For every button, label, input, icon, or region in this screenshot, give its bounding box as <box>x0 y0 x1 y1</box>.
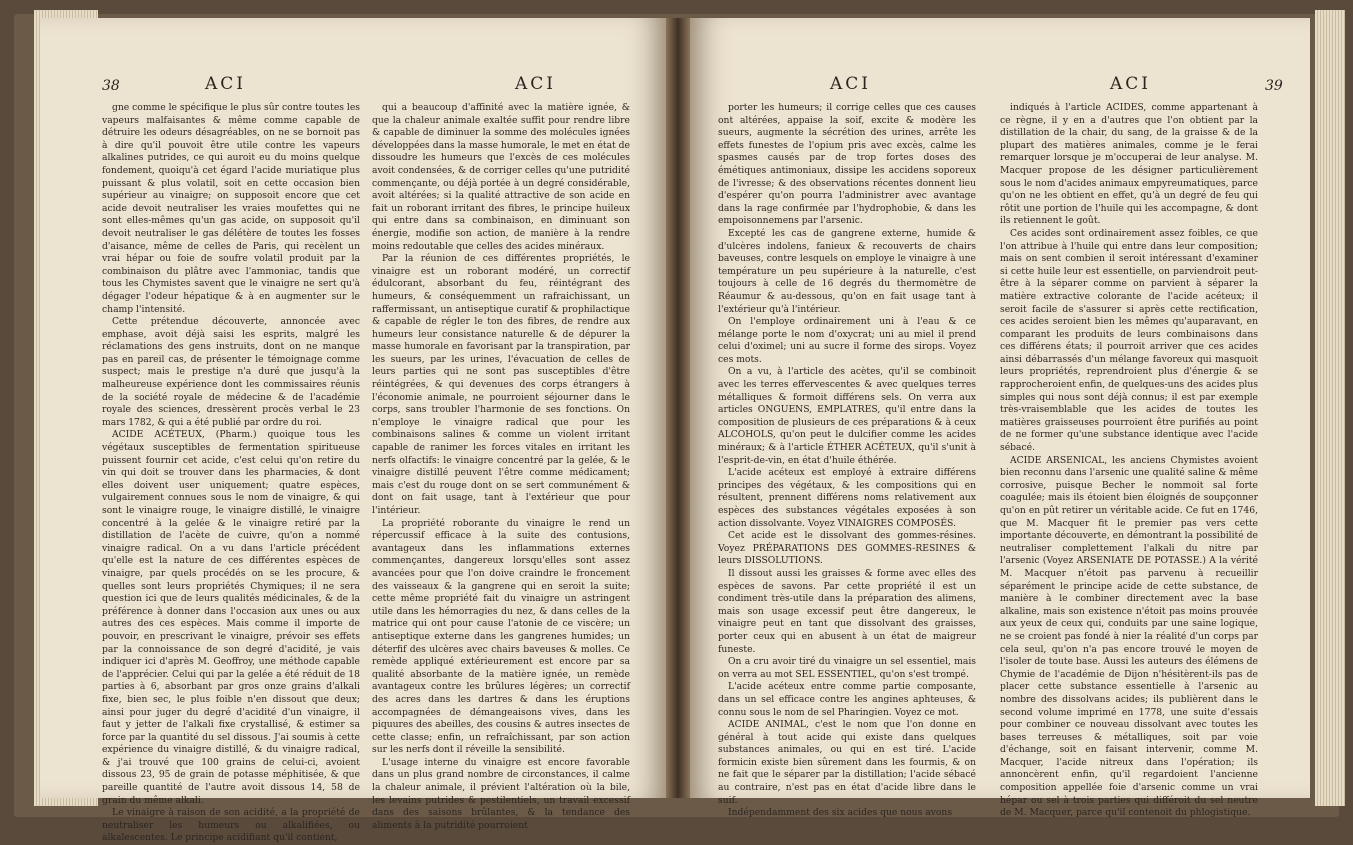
paragraph: porter les humeurs; il corrige celles que ces causes ont altérées, appaise la soif, excite & modère les sueurs, augmente la sécrétion des urines, arrête les effets funestes de l'opium pris avec excès, calme les spasmes causés par de trop fortes doses des émétiques antimoniaux, dissipe les accidens soporeux de l'ivresse; & des observations récentes donnent lieu d'espérer qu'on pourra l'administrer avec avantage dans la rage confirmée par l'hydrophobie, & dans les empoisonnemens par l'arsenic. <box>718 102 976 227</box>
paragraph: Cette prétendue découverte, annoncée avec emphase, avoit déjà saisi les esprits, malgré les réclamations des gens instruits, dont on ne manque pas en pareil cas, de présenter le témoignage comme suspect; mais le prestige n'a duré que jusqu'à la malheureuse expérience dont les commissaires réunis de la société royale de médecine & de l'académie royale des sciences, dressèrent procès verbal le 23 mars 1782, & qui a été publié par ordre du roi. <box>102 316 360 428</box>
paragraph: La propriété roborante du vinaigre le rend un répercussif efficace à la suite des contusions, avantageux dans les inflammations externes commençantes, dangereux lorsqu'elles sont assez avancées pour que l'on doive craindre le froncement des vaisseaux & la gangrene qui en seroit la suite; cette même propriété fait du vinaigre un astringent utile dans les hémorragies du nez, & dans celles de la matrice qui ont pour cause l'atonie de ce viscère; un antiseptique externe dans les gangrenes humides; un déterfif des ulcères avec chairs baveuses & molles. Ce remède appliqué extérieurement est encore par sa qualité absorbante de la matière ignée, un remède avantageux contre les brûlures légères; un correctif des acres dans les dartres & dans les éruptions accompagnées de démangeaisons vives, dans les piquures des abeilles, des cousins & autres insectes de cette classe; enfin, un refraîchissant, par son action sur les nerfs dont il réveille la sensibilité. <box>372 517 630 756</box>
paragraph: Ces acides sont ordinairement assez foibles, ce que l'on attribue à l'huile qui entre dans leur composition; mais on sent combien il seroit intéressant d'examiner si cette huile leur est essentielle, on parviendroit peut-être à la séparer comme on parvient à séparer la matière extractive colorante de l'acide acéteux; il seroit facile de s'assurer si après cette rectification, ces acides seroient bien les mêmes qu'auparavant, en comparant les produits de leurs combinaisons dans ces différens états; il pourroit arriver que ces acides ainsi débarrassés d'un mélange favoreux qui masquoit leurs propriétés, reprendroient plus d'énergie & se rapprocheroient enfin, de quelques-uns des acides plus simples qui nous sont déjà connus; il est par exemple très-vraisemblable que les acides de toutes les matières graisseuses pourroient être purifiés au point de ne former qu'une substance identique avec l'acide sébacé. <box>1000 227 1258 454</box>
paragraph: L'acide acéteux entre comme partie composante, dans un sel efficace contre les angines aphteuses, & connu sous le nom de sel Pharingien. Voyez ce mot. <box>718 681 976 718</box>
paragraph: Indépendamment des six acides que nous avons <box>728 807 953 819</box>
paragraph: Excepté les cas de gangrene externe, humide & d'ulcères indolens, fanieux & recouverts de chairs baveuses, contre lesquels on employe le vinaigre à une température un peu supérieure à la naturelle, c'est toujours à celle de 16 degrés du thermomètre de Réaumur & au-dessous, qu'on en fait usage tant à l'extérieur qu'à l'intérieur. <box>718 227 976 315</box>
paragraph: L'acide acéteux est employé à extraire différens principes des végétaux, & les compositions qui en résultent, prennent différens noms relativement aux espèces des substances végétales exposées à son action dissolvante. Voyez VINAIGRES COMPOSÉS. <box>718 467 976 529</box>
paragraph: gne comme le spécifique le plus sûr contre toutes les vapeurs malfaisantes & même comme capable de détruire les odeurs désagréables, on ne se bornoit pas à dire qu'il pouvoit être utile contre les vapeurs alkalines putrides, ce qui auroit eu du moins quelque fondement, quoiqu'à cet égard l'acide muriatique plus puissant & plus volatil, soit en cette occasion bien supérieur au vinaigre; on supposoit encore que cet acide devoit neutraliser les vraies moufettes qui ne sont elles-mêmes qu'un gas acide, on supposoit qu'il devoit neutraliser le gas délétère de toutes les fosses d'aisance, même de celles de Paris, qui recèlent un vrai hépar ou foie de soufre volatil produit par la combinaison du plâtre avec l'ammoniac, tandis que tous les Chymistes savent que le vinaigre ne sert qu'à dégager l'odeur hépatique & à en augmenter sur le champ l'intensité. <box>102 102 360 315</box>
paragraph: ACIDE ARSENICAL, les anciens Chymistes avoient bien reconnu dans l'arsenic une qualité saline & même corrosive, puisque Becher le nommoit sal forte coagulée; mais ils étoient bien éloignés de soupçonner qu'on en pût retirer un véritable acide. Ce fut en 1746, que M. Macquer fit le premier pas vers cette importante découverte, en démontrant la possibilité de neutraliser complettement l'alkali du nitre par l'arsenic (Voyez ARSENIATE DE POTASSE.) A la vérité M. Macquer n'étoit pas parvenu à recueillir séparément le principe acide de cette substance, de manière à le combiner directement avec la base alkaline, mais son existence n'étoit pas moins prouvée aux yeux de ceux qui, conduits par une saine logique, ne se croient pas fondé à nier la réalité d'un corps par cela seul, qu'on n'a pas encore trouvé le moyen de l'isoler de toute base. Aussi les auteurs des élémens de Chymie de l'académie de Dijon n'hésitèrent-ils pas de placer cette substance essentielle à l'arsenic au nombre des dissolvans acides; ils publièrent dans le second volume imprimé en 1778, une suite d'essais pour combiner ce nouveau dissolvant avec toutes les bases terreuses & métalliques, soit par voie d'échange, soit en faisant intervenir, comme M. Macquer, l'acide nitreux dans l'opération; ils annoncèrent enfin, qu'il regardoient l'ancienne composition appellée foie d'arsenic comme un vrai hépar ou sel à trois parties qui différoit du sel neutre de M. Macquer, parce qu'il contenoit du phlogistique. <box>1000 454 1258 819</box>
running-head-right-1: ACI <box>830 74 871 94</box>
right-page <box>690 18 1310 819</box>
paragraph: qui a beaucoup d'affinité avec la matière ignée, & que la chaleur animale exaltée suffit pour rendre libre & capable de diminuer la somme des molécules ignées développées dans la masse humorale, le met en état de dissoudre les humeurs que l'excès de ces molécules avoit condensées, & de corriger celles qu'une putridité commençante, ou déjà portée à un degré considérable, avoit altérées; si la qualité attractive de son acide en fait un roborant irritant des fibres, le principe huileux qui entre dans sa combinaison, en diminuant son énergie, modifie son action, de manière à la rendre moins redoutable que celles des acides minéraux. <box>372 102 630 252</box>
right-page-column-1 <box>718 102 976 819</box>
paragraph: ACIDE ANIMAL, c'est le nom que l'on donne en général à tout acide qui existe dans quelques substances animales, ou qui en est tiré. L'acide formicin existe bien sûrement dans les fourmis, & on ne fait que le séparer par la distillation; l'acide sébacé au contraire, n'est pas en état d'acide libre dans le suif. <box>718 719 976 806</box>
paragraph: On l'employe ordinairement uni à l'eau & ce mélange porte le nom d'oxycrat; uni au miel il prend celui d'oximel; uni au sucre il forme des sirops. Voyez ces mots. <box>718 316 976 365</box>
paragraph: Il dissout aussi les graisses & forme avec elles des espèces de savons. Par cette propriété il est un condiment très-utile dans la préparation des alimens, mais son usage excessif peut être dangereux, le vinaigre peut en tant que dissolvant des graisses, porter ceux qui en abusent à un état de maigreur funeste. <box>718 567 976 655</box>
paragraph: Cet acide est le dissolvant des gommes-résines. Voyez PRÉPARATIONS DES GOMMES-RESINES & leurs DISSOLUTIONS. <box>718 530 976 567</box>
paragraph: On a cru avoir tiré du vinaigre un sel essentiel, mais on verra au mot SEL ESSENTIEL, qu'on s'est trompé. <box>718 656 976 680</box>
book-gutter <box>666 18 690 798</box>
paragraph: Le vinaigre à raison de son acidité, a la propriété de neutraliser les humeurs ou alkalifiées, ou alkalescentes. Le principe acidifiant qu'il contient, <box>102 807 360 844</box>
running-head-left-2: ACI <box>515 74 556 94</box>
running-head-right-2: ACI <box>1110 74 1151 94</box>
left-page <box>40 18 666 844</box>
paragraph: ACIDE ACÉTEUX, (Pharm.) quoique tous les végétaux susceptibles de fermentation spiritueuse puissent fournir cet acide, c'est celui qu'on retire du vin qui doit se trouver dans les pharmacies, & dont elles doivent user uniquement; quatre espèces, vulgairement connues sous le nom de vinaigre, & qui sont le vinaigre rouge, le vinaigre distillé, le vinaigre concentré à la gelée & le vinaigre retiré par la distillation de l'acète de cuivre, qu'on a nommé vinaigre radical. On a vu dans l'article précédent qu'elle est la nature de ces différentes espèces de vinaigre, par quels procédés on se les procure, & quelles sont leurs propriétés Chymiques; il ne sera question ici que de leurs qualités médicinales, & de la préférence à donner dans l'occasion aux unes ou aux autres des ces espèces. Mais comme il importe de pouvoir, en prescrivant le vinaigre, prévoir ses effets par la connoissance de son degré d'acidité, je vais indiquer ici d'après M. Geoffroy, une méthode capable de l'apprécier. Celui qui par la gelée a été réduit de 18 parties à 6, absorbant par gros onze grains d'alkali fixe, bien sec, le plus foible n'en dissout que deux; ainsi pour juger du degré d'acidité d'un vinaigre, il faut y jetter de l'alkali fixe crystallisé, & estimer sa force par la quantité du sel dissous. J'ai soumis à cette expérience du vinaigre distillé, & du vinaigre radical, & j'ai trouvé que 100 grains de celui-ci, avoient dissous 23, 95 de grain de potasse méphitisée, & que pareille quantité de l'autre avoit dissous 14, 58 de grain du même alkali. <box>102 429 360 806</box>
paragraph: indiqués à l'article ACIDES, comme appartenant à ce règne, il y en a d'autres que l'on obtient par la distillation de la chair, du sang, de la graisse & de la plupart des matières animales, comme je le ferai remarquer lorsque je m'occuperai de leur analyse. M. Macquer propose de les désigner particulièrement sous le nom d'acides animaux empyreumatiques, parce qu'on ne les obtient en effet, qu'à un degré de feu qui rôtit une portion de l'huile qui les accompagne, & dont ils retiennent le goût. <box>1000 102 1258 227</box>
page-edges-right <box>1315 10 1345 806</box>
page-number-left: 38 <box>102 78 120 94</box>
paragraph: L'usage interne du vinaigre est encore favorable dans un plus grand nombre de circonstances, il calme la chaleur animale, il prévient l'altération où la bile, les levains putrides & pestilentiels, un travail excessif dans des saisons brûlantes, & la tendance des aliments à la putridité pourroient <box>372 756 630 831</box>
running-head-left-1: ACI <box>205 74 246 94</box>
left-page-column-2 <box>372 102 630 831</box>
paragraph: On a vu, à l'article des acètes, qu'il se combinoit avec les terres effervescentes & avec quelques terres métalliques & formoit différens sels. On verra aux articles ONGUENS, EMPLATRES, qu'il entre dans la composition de plusieurs de ces préparations & à ceux ALCOHOLS, qu'on peut le dulcifier comme les acides minéraux; & à l'article ÉTHER ACÉTEUX, qu'il s'unit à l'esprit-de-vin, en état d'huile éthérée. <box>718 366 976 466</box>
paragraph: Par la réunion de ces différentes propriétés, le vinaigre est un roborant modéré, un correctif édulcorant, absorbant du feu, réintégrant des humeurs, & conséquemment un rafraichissant, un raffermissant, un antiseptique curatif & prophilactique & capable de régler le ton des fibres, de rendre aux humeurs leur consistance naturelle & de dépurer la masse humorale en favorisant par la transpiration, par les sueurs, par les urines, l'évacuation de celles de leurs parties qui ne sont pas susceptibles d'être réintégrées, & qui devenues des corps étrangers à l'économie animale, ne pourroient séjourner dans le corps, sans troubler l'harmonie de ses fonctions. On n'employe le vinaigre radical que pour les combinaisons salines & comme un violent irritant capable de ranimer les forces vitales en irritant les nerfs olfactifs: le vinaigre concentré par la gelée, & le vinaigre distillé peuvent l'être comme médicament; mais c'est du rouge dont on se sert communément & dont on fait usage, tant à l'extérieur que pour l'intérieur. <box>372 253 630 516</box>
left-page-column-1 <box>102 102 360 844</box>
right-page-column-2 <box>1000 102 1258 819</box>
page-number-right: 39 <box>1265 78 1283 94</box>
